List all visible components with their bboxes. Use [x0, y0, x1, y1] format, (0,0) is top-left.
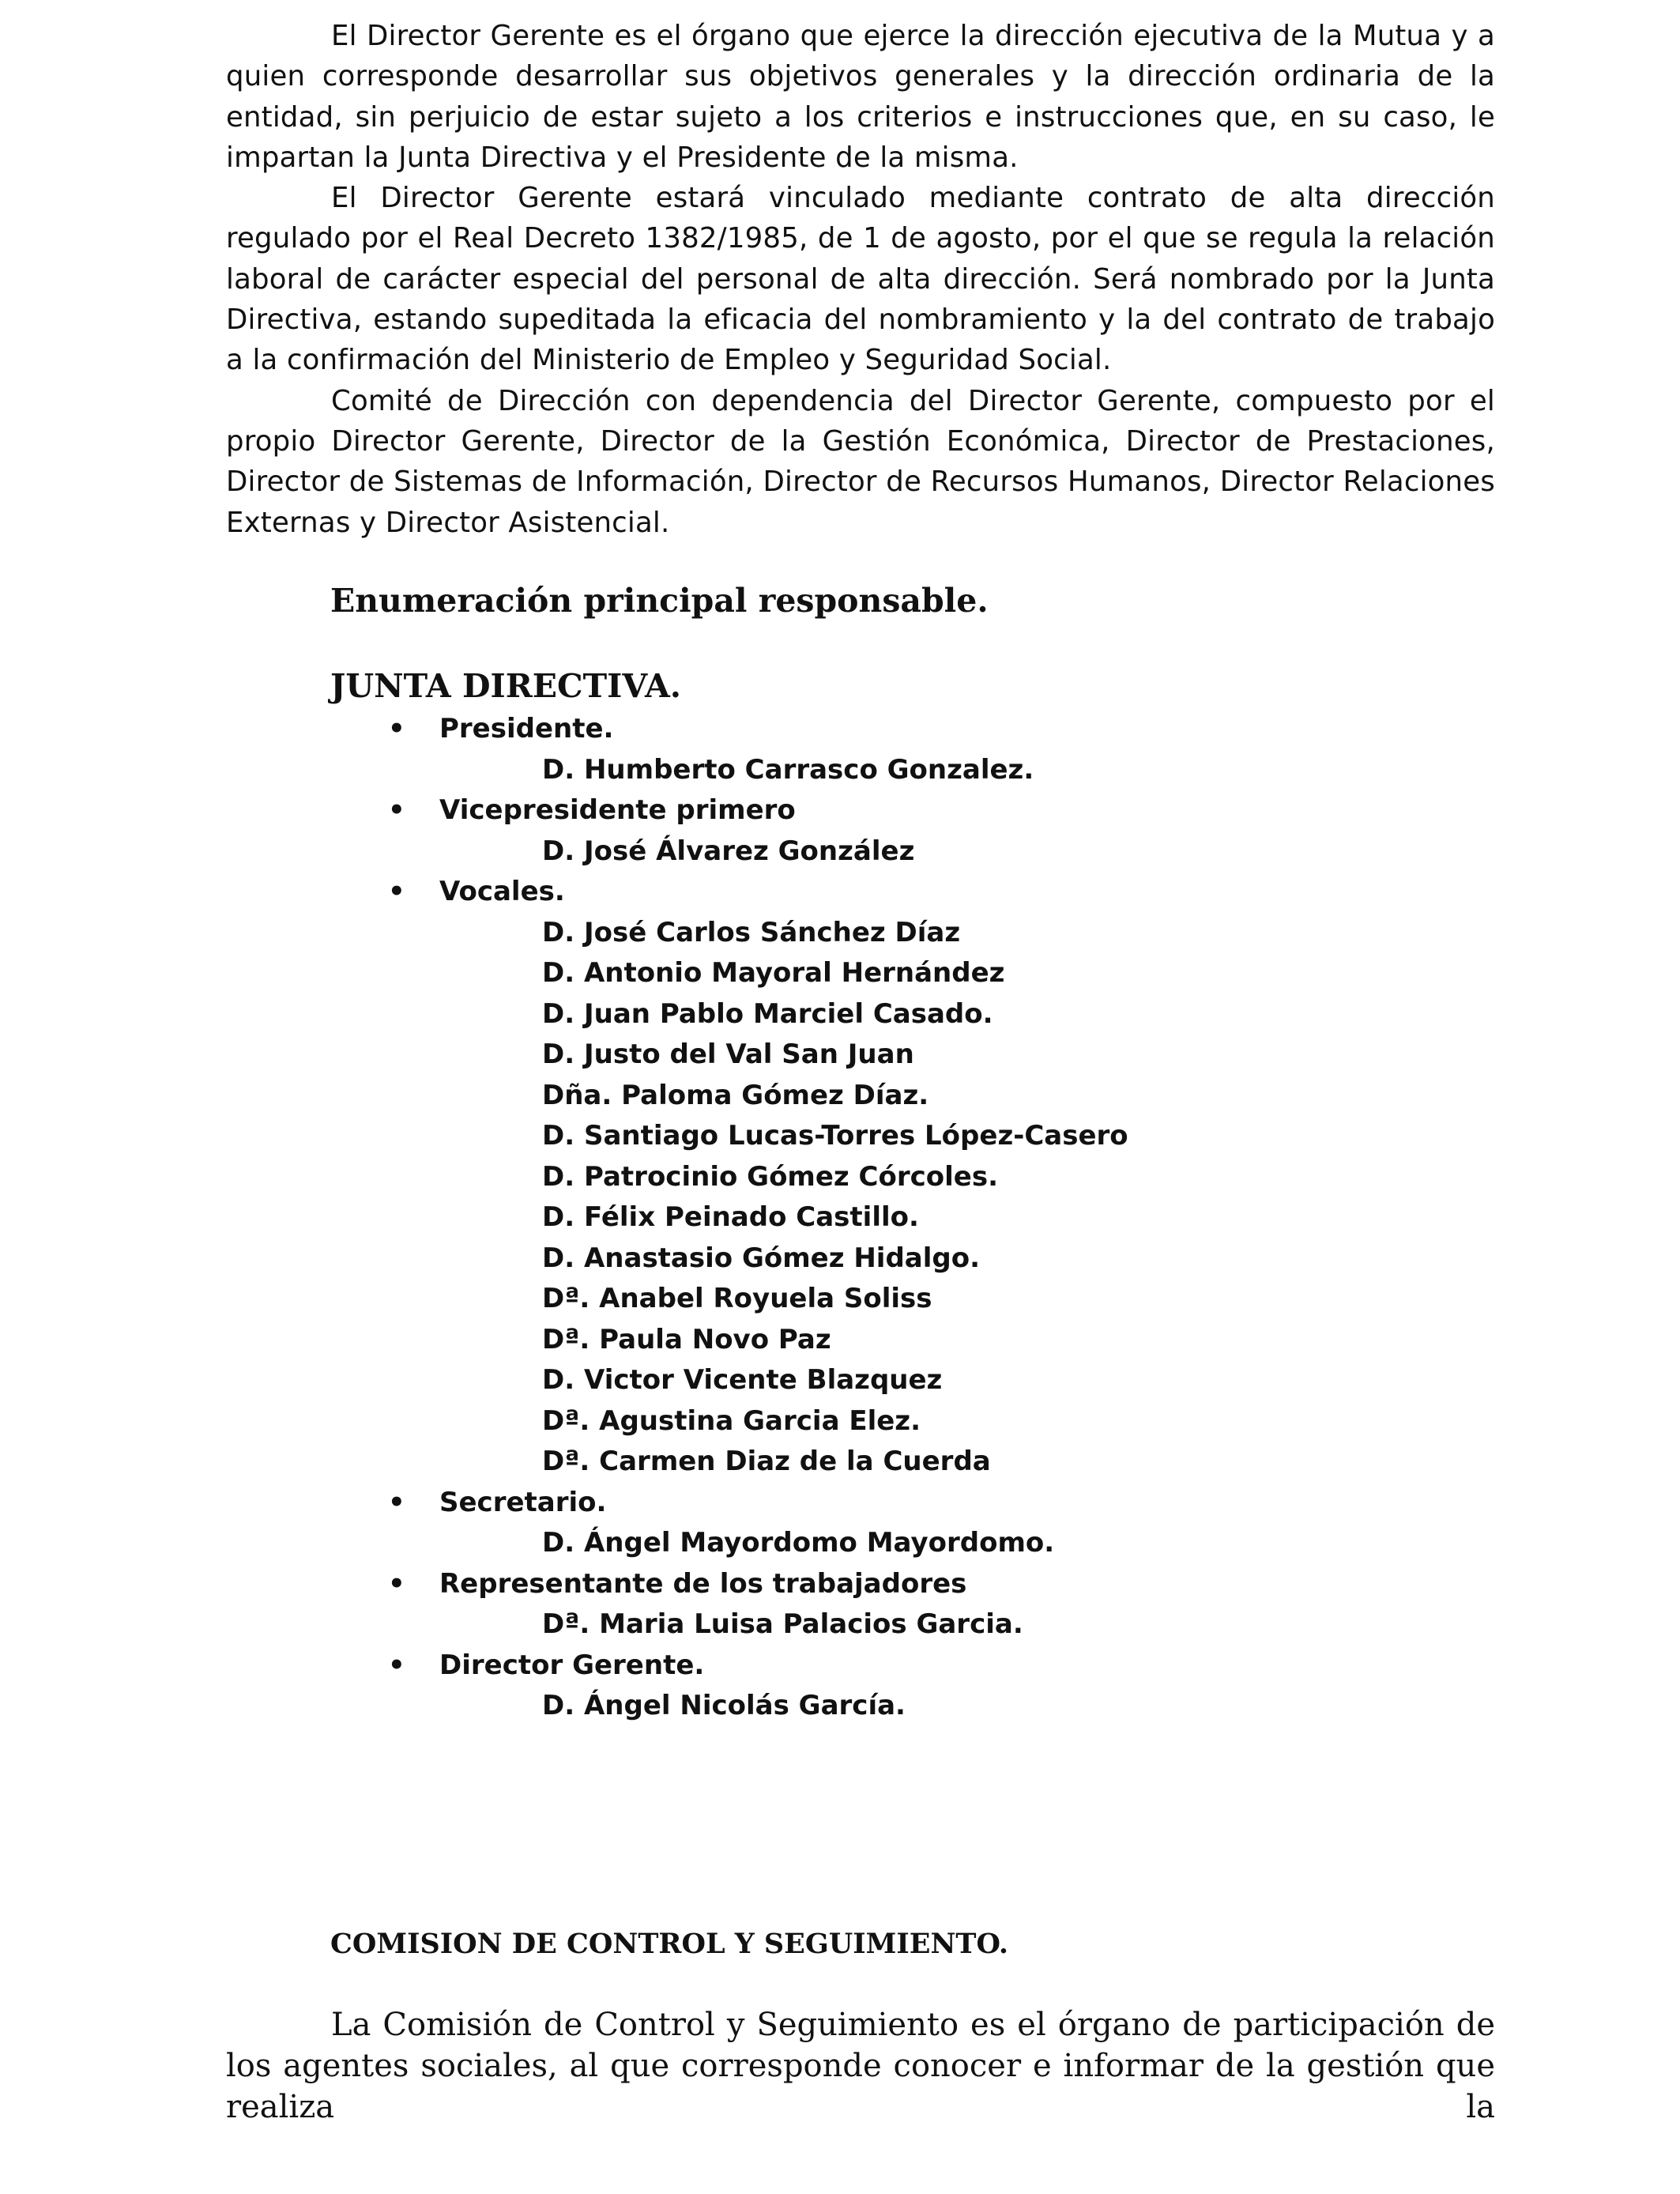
heading-enumeracion: Enumeración principal responsable. [330, 582, 989, 620]
board-member-name: D. Anastasio Gómez Hidalgo. [542, 1242, 980, 1274]
board-member-name: D. Humberto Carrasco Gonzalez. [542, 753, 1034, 786]
board-role-label: Vicepresidente primero [439, 794, 796, 826]
board-member-name: D. Victor Vicente Blazquez [542, 1364, 943, 1396]
board-role-label: Presidente. [439, 713, 614, 745]
intro-paragraph-director-gerente: El Director Gerente es el órgano que ejerce la dirección ejecutiva de la Mutua y a quien corresponde desarrollar sus objetivos generales y la dirección ordinaria de la entidad, sin perjuicio de estar sujeto a los criterios e instrucciones que, en su caso, le impartan la Junta Directiva y el Presidente de la misma. [226, 20, 1495, 174]
board-member-name: Dª. Anabel Royuela Soliss [542, 1283, 932, 1314]
board-member-name: D. Antonio Mayoral Hernández [542, 957, 1005, 989]
bullet-icon: • [388, 876, 405, 907]
board-member-name: D. Ángel Mayordomo Mayordomo. [542, 1527, 1055, 1559]
intro-paragraph-comite: Comité de Dirección con dependencia del Director Gerente, compuesto por el propio Director Gerente, Director de la Gestión Económica, Director de Prestaciones, Director de Sistemas de Información, Director de Recursos Humanos, Director Relaciones Externas y Director Asistencial. [226, 384, 1495, 539]
board-member-name: D. José Carlos Sánchez Díaz [542, 916, 961, 948]
board-role-item [0, 790, 1680, 831]
board-role-label: Representante de los trabajadores [439, 1567, 967, 1600]
board-role-label: Secretario. [439, 1486, 607, 1518]
intro-paragraph-contrato: El Director Gerente estará vinculado mediante contrato de alta dirección regulado por el Real Decreto 1382/1985, de 1 de agosto, por el que se regula la relación laboral de carácter especial del personal de alta dirección. Será nombrado por la Junta Directiva, estando supeditada la eficacia del nombramiento y la del contrato de trabajo a la confirmación del Ministerio de Empleo y Seguridad Social. [226, 182, 1495, 377]
board-member-name: D. Justo del Val San Juan [542, 1039, 914, 1070]
board-member-name: Dña. Paloma Gómez Díaz. [542, 1079, 929, 1111]
board-role-item [0, 1483, 1680, 1524]
board-member-name: D. Santiago Lucas-Torres López-Casero [542, 1120, 1128, 1152]
closing-paragraph: La Comisión de Control y Seguimiento es el órgano de participación de los agentes sociales, al que corresponde conocer e informar de la gestión que realiza la [226, 2007, 1495, 2125]
board-member-name: D. Juan Pablo Marciel Casado. [542, 997, 993, 1030]
board-members-list [0, 709, 1680, 1727]
board-role-item [0, 872, 1680, 913]
bullet-icon: • [388, 1649, 405, 1681]
board-role-item [0, 709, 1680, 750]
bullet-icon: • [388, 1567, 405, 1600]
board-member-name: D. José Álvarez González [542, 835, 915, 867]
board-member-name: Dª. Agustina Garcia Elez. [542, 1404, 921, 1437]
bullet-icon: • [388, 713, 405, 745]
board-member-name: D. Ángel Nicolás García. [542, 1690, 906, 1721]
heading-junta-directiva: JUNTA DIRECTIVA. [330, 667, 682, 705]
heading-comision: COMISION DE CONTROL Y SEGUIMIENTO. [330, 1928, 1009, 1960]
board-role-item [0, 1564, 1680, 1605]
board-role-label: Director Gerente. [439, 1649, 705, 1681]
board-member-name: Dª. Carmen Diaz de la Cuerda [542, 1446, 991, 1477]
board-member-name: Dª. Maria Luisa Palacios Garcia. [542, 1608, 1023, 1640]
board-role-label: Vocales. [439, 876, 565, 907]
board-member-name: Dª. Paula Novo Paz [542, 1323, 831, 1355]
intro-section [226, 16, 1495, 543]
board-role-item [0, 1646, 1680, 1687]
bullet-icon: • [388, 794, 405, 826]
bullet-icon: • [388, 1486, 405, 1518]
board-member-name: D. Félix Peinado Castillo. [542, 1201, 919, 1233]
board-member-name: D. Patrocinio Gómez Córcoles. [542, 1160, 999, 1193]
